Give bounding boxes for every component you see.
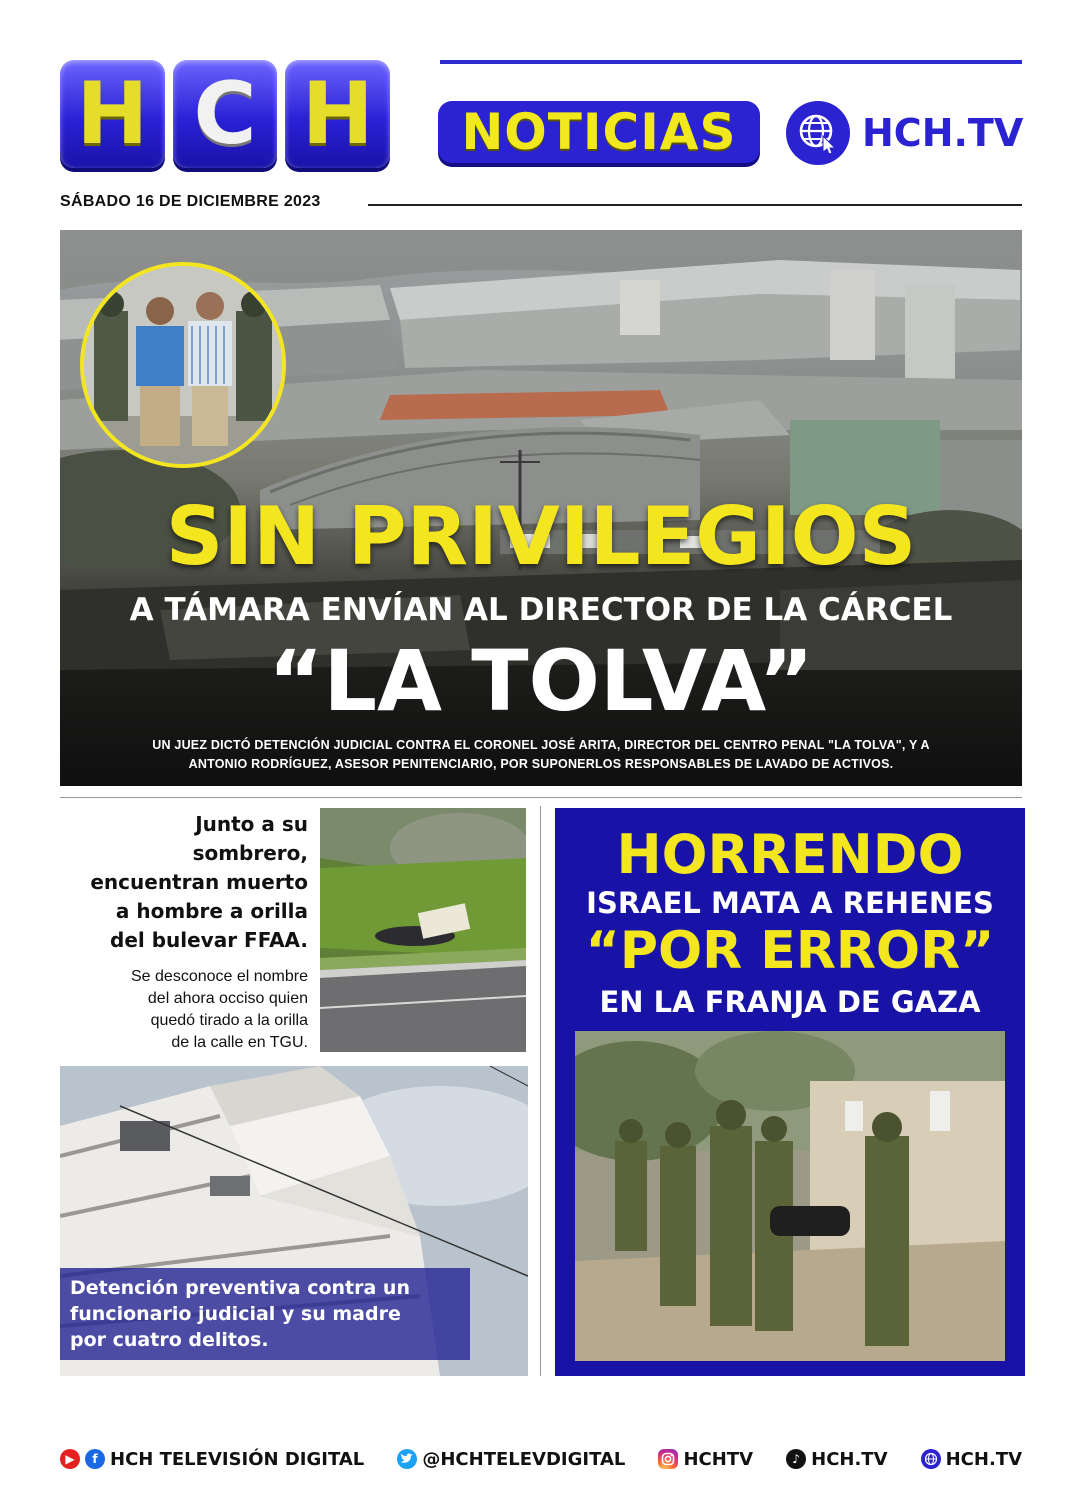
footer-tiktok[interactable]: [786, 1449, 887, 1470]
headline-line: sombrero,: [192, 841, 308, 865]
footer-social-bar: [60, 1444, 1022, 1474]
hero-caption-line: UN JUEZ DICTÓ DETENCIÓN JUDICIAL CONTRA EL CORONEL JOSÉ ARITA, DIRECTOR DEL CENTRO PENAL "LA TOLVA", Y A: [152, 738, 930, 752]
footer-web[interactable]: [921, 1449, 1022, 1470]
roadside-photo: [320, 808, 526, 1052]
soldiers-photo: [575, 1031, 1005, 1361]
hero-headline: SIN PRIVILEGIOS: [165, 490, 917, 583]
hero-caption: [100, 736, 982, 774]
hch-logo: [60, 60, 390, 168]
gaza-subheadline: ISRAEL MATA A REHENES: [586, 886, 994, 920]
logo-letter-c: C: [173, 60, 278, 168]
date-divider: [368, 204, 1022, 206]
footer-facebook-youtube[interactable]: [60, 1449, 364, 1470]
gaza-headline: HORRENDO: [616, 823, 964, 886]
footer-twitter[interactable]: [397, 1449, 625, 1470]
hero-quote: “LA TOLVA”: [268, 632, 814, 730]
footer-twitter-handle: @HCHTELEVDIGITAL: [422, 1448, 626, 1470]
headline-line: del bulevar FFAA.: [110, 928, 308, 952]
caption-line: por cuatro delitos.: [70, 1329, 269, 1351]
section-divider: [60, 797, 1022, 798]
footer-channel-label: HCH TELEVISIÓN DIGITAL: [110, 1448, 365, 1470]
hero-caption-line: ANTONIO RODRÍGUEZ, ASESOR PENITENCIARIO, POR SUPONERLOS RESPONSABLES DE LAVADO DE ACTIVOS.: [188, 757, 894, 771]
headline-line: encuentran muerto: [90, 870, 308, 894]
story-detention-headline: [70, 1275, 470, 1353]
globe-cursor-icon[interactable]: [786, 101, 850, 165]
headline-line: Junto a su: [195, 812, 308, 836]
footer-web-label: HCH.TV: [945, 1448, 1022, 1470]
gaza-location: EN LA FRANJA DE GAZA: [599, 985, 981, 1019]
web-icon[interactable]: [921, 1449, 941, 1469]
story-body-text: [58, 966, 308, 1054]
website-link[interactable]: HCH.TV: [862, 111, 1024, 155]
story-body-headline: [58, 810, 308, 955]
body-line: de la calle en TGU.: [171, 1034, 308, 1051]
body-line: del ahora occiso quien: [147, 990, 308, 1007]
edition-date: SÁBADO 16 DE DICIEMBRE 2023: [60, 193, 321, 210]
section-badge: NOTICIAS: [438, 101, 760, 163]
footer-instagram[interactable]: [658, 1449, 753, 1470]
youtube-icon[interactable]: ▶: [60, 1449, 80, 1469]
gaza-quote: “POR ERROR”: [585, 921, 995, 981]
caption-line: Detención preventiva contra un: [70, 1277, 410, 1299]
caption-line: funcionario judicial y su madre: [70, 1303, 401, 1325]
body-line: Se desconoce el nombre: [131, 968, 308, 985]
body-line: quedó tirado a la orilla: [150, 1012, 308, 1029]
tiktok-icon[interactable]: ♪: [786, 1449, 806, 1469]
facebook-icon[interactable]: f: [85, 1449, 105, 1469]
logo-letter-h2: H: [285, 60, 390, 168]
logo-letter-h1: H: [60, 60, 165, 168]
footer-tiktok-handle: HCH.TV: [811, 1448, 888, 1470]
column-divider: [540, 806, 541, 1376]
footer-instagram-handle: HCHTV: [683, 1448, 754, 1470]
headline-line: a hombre a orilla: [115, 899, 308, 923]
detainees-inset-photo: [80, 262, 286, 468]
top-divider: [440, 60, 1022, 64]
twitter-icon[interactable]: [397, 1449, 417, 1469]
hero-subheadline: A TÁMARA ENVÍAN AL DIRECTOR DE LA CÁRCEL: [129, 592, 953, 628]
instagram-icon[interactable]: [658, 1449, 678, 1469]
